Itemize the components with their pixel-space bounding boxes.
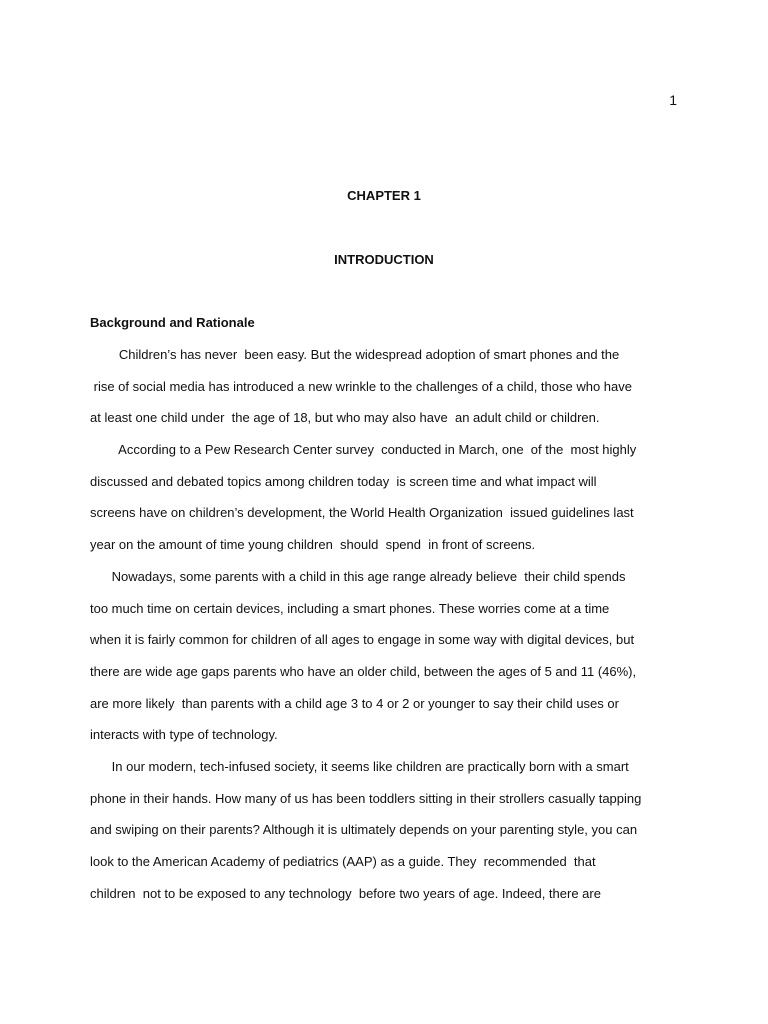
page-number: 1 xyxy=(669,92,677,108)
body-line: there are wide age gaps parents who have an older child, between the ages of 5 and 11 (46%), xyxy=(90,663,637,679)
subsection-title: Background and Rationale xyxy=(90,315,255,330)
body-line: In our modern, tech-infused society, it seems like children are practically born with a smart xyxy=(90,758,629,774)
body-line: phone in their hands. How many of us has been toddlers sitting in their strollers casually tapping xyxy=(90,790,642,806)
chapter-title: CHAPTER 1 xyxy=(347,188,421,203)
body-line: look to the American Academy of pediatrics (AAP) as a guide. They recommended that xyxy=(90,854,596,869)
body-line: year on the amount of time young children should spend in front of screens. xyxy=(90,537,536,553)
body-text xyxy=(90,339,690,909)
body-line: interacts with type of technology. xyxy=(90,727,278,743)
body-line: rise of social media has introduced a new wrinkle to the challenges of a child, those who have xyxy=(90,378,632,394)
section-title: INTRODUCTION xyxy=(334,252,434,267)
body-line: too much time on certain devices, including a smart phones. These worries come at a time xyxy=(90,600,610,616)
body-line: children not to be exposed to any technology before two years of age. Indeed, there are xyxy=(90,885,601,901)
body-line: and swiping on their parents? Although it is ultimately depends on your parenting style, you can xyxy=(90,822,638,838)
body-line: at least one child under the age of 18, but who may also have an adult child or children. xyxy=(90,410,600,426)
body-line: screens have on children’s development, the World Health Organization issued guidelines last xyxy=(90,505,634,521)
body-line: Nowadays, some parents with a child in this age range already believe their child spends xyxy=(90,568,626,584)
body-line: discussed and debated topics among children today is screen time and what impact will xyxy=(90,473,597,489)
body-line: According to a Pew Research Center survey conducted in March, one of the most highly xyxy=(90,442,637,458)
body-line: are more likely than parents with a child age 3 to 4 or 2 or younger to say their child uses or xyxy=(90,695,619,711)
body-line: Children’s has never been easy. But the widespread adoption of smart phones and the xyxy=(90,347,620,362)
body-line: when it is fairly common for children of all ages to engage in some way with digital devices, but xyxy=(90,632,635,648)
